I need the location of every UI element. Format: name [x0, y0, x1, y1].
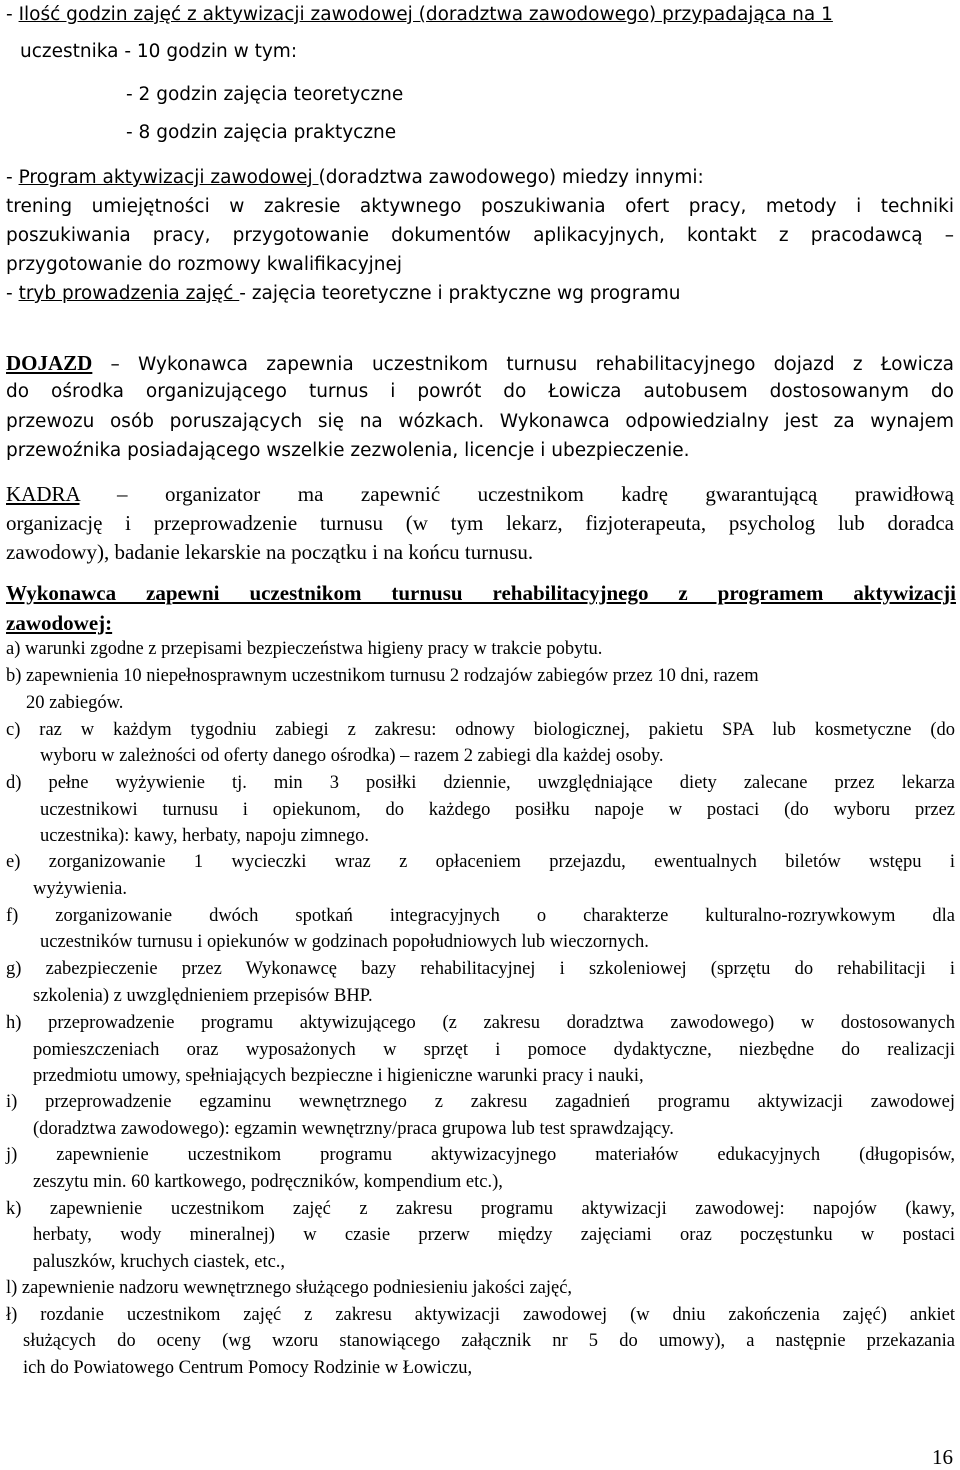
obligation-item-c-line-2: wyboru w zależności od oferty danego ośrodka) – razem 2 zabiegi dla każdej osoby. — [40, 746, 664, 766]
obligation-item-h-line-1: h) przeprowadzenie programu aktywizującego (z zakresu doradztwa zawodowego) w dostosowanych — [6, 1013, 955, 1033]
obligation-item-b-line-1: b) zapewnienia 10 niepełnosprawnym uczestnikom turnusu 2 rodzajów zabiegów przez 10 dni, razem — [6, 666, 759, 686]
theory-hours-item: - 2 godzin zajęcia teoretyczne — [126, 84, 404, 105]
hours-line-2: uczestnika - 10 godzin w tym: — [20, 41, 298, 62]
obligation-item-l-stroke-line-1: ł) rozdanie uczestnikom zajęć z zakresu aktywizacji zawodowej (w dniu zakończenia zajęć) ankiet — [6, 1305, 955, 1325]
page-number: 16 — [932, 1445, 953, 1469]
obligation-item-h-line-2: pomieszczeniach oraz wyposażonych w sprzęt i pomoce dydaktyczne, niezbędne do realizacji — [33, 1040, 955, 1060]
staff-line-3: zawodowy), badanie lekarskie na początku i na końcu turnusu. — [6, 540, 534, 564]
obligation-item-i-line-2: (doradztwa zawodowego): egzamin wewnętrzny/praca grupowa lub test sprawdzający. — [33, 1119, 674, 1139]
program-line-1: - Program aktywizacji zawodowej (doradztwa zawodowego) miedzy innymi: — [6, 167, 704, 188]
obligations-heading-line-2: zawodowej: — [6, 611, 113, 635]
obligation-item-f-line-1: f) zorganizowanie dwóch spotkań integracyjnych o charakterze kulturalno-rozrywkowym dla — [6, 906, 955, 926]
program-heading: Program aktywizacji zawodowej — [18, 167, 319, 188]
staff-heading: KADRA — [6, 482, 80, 506]
obligation-item-i-line-1: i) przeprowadzenie egzaminu wewnętrznego z zakresu zagadnień programu aktywizacji zawodowej — [6, 1092, 955, 1112]
obligation-item-d-line-3: uczestnika): kawy, herbaty, napoju zimnego. — [40, 826, 369, 846]
obligation-item-d-line-1: d) pełne wyżywienie tj. min 3 posiłki dziennie, uwzględniające diety zalecane przez lekarza — [6, 773, 955, 793]
obligation-item-f-line-2: uczestników turnusu i opiekunów w godzinach popołudniowych lub wieczornych. — [40, 932, 649, 952]
transport-line-3: przewozu osób poruszających się na wózkach. Wykonawca odpowiedzialny jest za wynajem — [6, 411, 954, 432]
transport-heading: DOJAZD — [6, 351, 93, 375]
obligation-item-a: a) warunki zgodne z przepisami bezpieczeństwa higieny pracy w trakcie pobytu. — [6, 639, 603, 659]
obligation-item-d-line-2: uczestnikowi turnusu i opiekunom, do każdego posiłku napoje w postaci (do wyboru przez — [40, 800, 955, 820]
program-line-3: poszukiwania pracy, przygotowanie dokumentów aplikacyjnych, kontakt z pracodawcą – — [6, 225, 954, 246]
hours-heading: Ilość godzin zajęć z aktywizacji zawodowej (doradztwa zawodowego) przypadająca na 1 — [18, 4, 833, 25]
obligation-item-g-line-2: szkolenia) z uwzględnieniem przepisów BHP. — [33, 986, 373, 1006]
mode-line: - tryb prowadzenia zajęć - zajęcia teoretyczne i praktyczne wg programu — [6, 283, 681, 304]
obligation-item-j-line-2: zeszytu min. 60 kartkowego, podręczników, kompendium etc.), — [33, 1172, 503, 1192]
obligation-item-h-line-3: przedmiotu umowy, spełniających bezpieczne i higieniczne warunki pracy i nauki, — [33, 1066, 644, 1086]
obligation-item-e-line-2: wyżywienia. — [33, 879, 128, 899]
obligation-item-b-line-2: 20 zabiegów. — [26, 693, 124, 713]
obligation-item-k-line-2: herbaty, wody mineralnej) w czasie przerw między zajęciami oraz poczęstunku w postaci — [33, 1225, 955, 1245]
obligation-item-l-stroke-line-3: ich do Powiatowego Centrum Pomocy Rodzinie w Łowiczu, — [23, 1358, 473, 1378]
transport-line-4: przewoźnika posiadającego wszelkie zezwolenia, licencje i ubezpieczenie. — [6, 440, 690, 461]
hours-line-1: - Ilość godzin zajęć z aktywizacji zawodowej (doradztwa zawodowego) przypadająca na 1 — [6, 4, 833, 25]
obligation-item-g-line-1: g) zabezpieczenie przez Wykonawcę bazy rehabilitacyjnej i szkoleniowej (sprzętu do rehabilitacji i — [6, 959, 955, 979]
obligation-item-k-line-3: paluszków, kruchych ciastek, etc., — [33, 1252, 286, 1272]
mode-heading: tryb prowadzenia zajęć — [18, 283, 240, 304]
obligation-item-l: l) zapewnienie nadzoru wewnętrznego służącego podniesieniu jakości zajęć, — [6, 1278, 573, 1298]
program-line-4: przygotowanie do rozmowy kwalifikacyjnej — [6, 254, 403, 275]
program-line-2: trening umiejętności w zakresie aktywnego poszukiwania ofert pracy, metody i techniki — [6, 196, 954, 217]
obligations-heading-line-1: Wykonawca zapewni uczestnikom turnusu rehabilitacyjnego z programem aktywizacji — [6, 581, 956, 605]
obligation-item-j-line-1: j) zapewnienie uczestnikom programu aktywizacyjnego materiałów edukacyjnych (długopisów, — [6, 1145, 955, 1165]
transport-line-2: do ośrodka organizującego turnus i powrót do Łowicza autobusem dostosowanym do — [6, 381, 954, 402]
obligation-item-e-line-1: e) zorganizowanie 1 wycieczki wraz z opłaceniem przejazdu, ewentualnych biletów wstępu i — [6, 852, 955, 872]
transport-line-1: DOJAZD – Wykonawca zapewnia uczestnikom turnusu rehabilitacyjnego dojazd z Łowicza — [6, 351, 954, 375]
staff-line-1: KADRA – organizator ma zapewnić uczestnikom kadrę gwarantującą prawidłową — [6, 482, 954, 506]
obligation-item-k-line-1: k) zapewnienie uczestnikom zajęć z zakresu programu aktywizacji zawodowej: napojów (kawy, — [6, 1199, 955, 1219]
practice-hours-item: - 8 godzin zajęcia praktyczne — [126, 122, 397, 143]
staff-line-2: organizację i przeprowadzenie turnusu (w tym lekarz, fizjoterapeuta, psycholog lub doradca — [6, 511, 954, 535]
obligation-item-l-stroke-line-2: służących do oceny (wg wzoru stanowiącego załącznik nr 5 do umowy), a następnie przekazania — [23, 1331, 955, 1351]
obligation-item-c-line-1: c) raz w każdym tygodniu zabiegi z zakresu: odnowy biologicznej, pakietu SPA lub kosmetyczne (do — [6, 720, 955, 740]
